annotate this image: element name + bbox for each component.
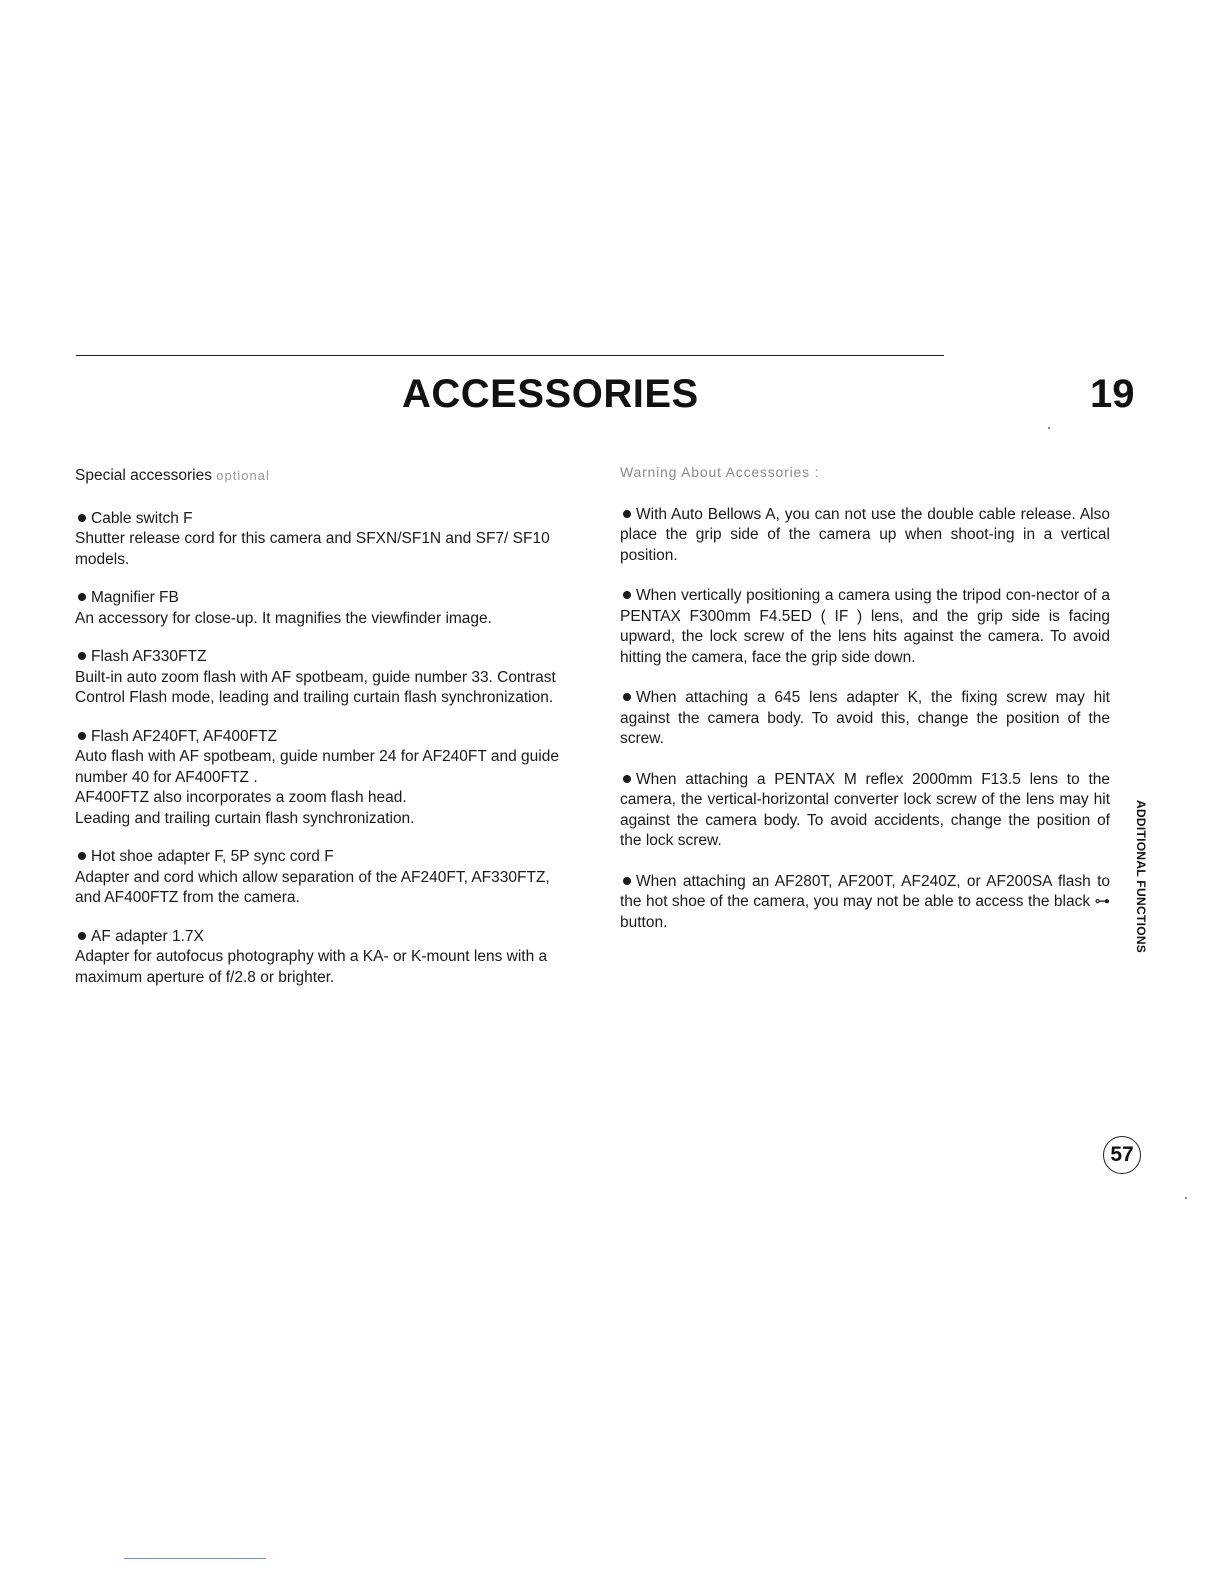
bullet-icon [78, 852, 86, 860]
header-rule [76, 355, 944, 356]
accessory-description: An accessory for close-up. It magnifies the viewfinder image. [75, 609, 492, 627]
accessory-description: Built-in auto zoom flash with AF spotbeam, guide number 33. Contrast Control Flash mode, leading and trailing curtain flash synchronization. [75, 668, 556, 706]
bullet-icon [78, 652, 86, 660]
bullet-icon [623, 775, 631, 783]
accessory-description-line: AF400FTZ also incorporates a zoom flash head. [75, 789, 407, 806]
special-accessories-column [75, 466, 569, 1006]
bullet-icon [623, 877, 631, 885]
accessory-description: Auto flash with AF spotbeam, guide number 24 for AF240FT and guide number 40 for AF400FTZ . [75, 748, 559, 786]
page-title: ACCESSORIES [402, 372, 699, 416]
accessory-description-line: Leading and trailing curtain flash synchronization. [75, 809, 415, 827]
accessory-title: Hot shoe adapter F, 5P sync cord F [75, 847, 569, 868]
accessory-title: Magnifier FB [75, 588, 569, 609]
accessory-item [75, 509, 569, 571]
accessory-item [75, 847, 569, 909]
bullet-icon [623, 510, 631, 518]
bullet-icon [623, 591, 631, 599]
warning-item: When attaching an AF280T, AF200T, AF240Z, or AF200SA flash to the hot shoe of the camera, you may not be able to access the black ⊶ button. [620, 872, 1110, 931]
accessory-item [75, 727, 569, 830]
warning-item: With Auto Bellows A, you can not use the double cable release. Also place the grip side of the camera up when shoot-ing in a vertical position. [620, 505, 1110, 564]
accessory-title: Flash AF240FT, AF400FTZ [75, 727, 569, 748]
scan-speck [1048, 427, 1050, 429]
accessory-item [75, 647, 569, 709]
accessory-title: Flash AF330FTZ [75, 647, 569, 668]
heading-text: Special accessories [75, 467, 212, 484]
accessory-title: AF adapter 1.7X [75, 927, 569, 948]
accessory-item [75, 927, 569, 989]
chapter-number: 19 [1090, 372, 1135, 416]
heading-note: optional [216, 468, 270, 483]
section-side-tab: ADDITIONAL FUNCTIONS [1134, 800, 1148, 954]
bullet-icon [623, 693, 631, 701]
scan-speck [1185, 1197, 1187, 1199]
bullet-icon [78, 732, 86, 740]
accessory-title: Cable switch F [75, 509, 569, 530]
warning-item: When vertically positioning a camera using the tripod con-nector of a PENTAX F300mm F4.5ED ( IF ) lens, and the grip side is facing upward, the lock screw of the lens hits against the camera. To avoid hitting the camera, face the grip side down. [620, 587, 1110, 666]
warning-column [620, 462, 1110, 953]
accessory-description: Adapter and cord which allow separation of the AF240FT, AF330FTZ, and AF400FTZ from the camera. [75, 868, 550, 906]
warning-heading: Warning About Accessories : [620, 464, 820, 480]
warning-item: When attaching a 645 lens adapter K, the fixing screw may hit against the camera body. To avoid this, change the position of the screw. [620, 689, 1110, 747]
footer-rule [124, 1558, 266, 1559]
page-number: 57 [1103, 1136, 1141, 1174]
warning-item: When attaching a PENTAX M reflex 2000mm F13.5 lens to the camera, the vertical-horizontal converter lock screw of the lens may hit against the camera body. To avoid accidents, change the position of the lock screw. [620, 770, 1110, 849]
bullet-icon [78, 593, 86, 601]
bullet-icon [78, 932, 86, 940]
bullet-icon [78, 514, 86, 522]
accessory-description: Shutter release cord for this camera and SFXN/SF1N and SF7/ SF10 models. [75, 530, 550, 568]
accessory-description: Adapter for autofocus photography with a KA- or K-mount lens with a maximum aperture of f/2.8 or brighter. [75, 948, 548, 986]
accessory-item [75, 588, 569, 629]
special-accessories-heading [75, 466, 569, 487]
